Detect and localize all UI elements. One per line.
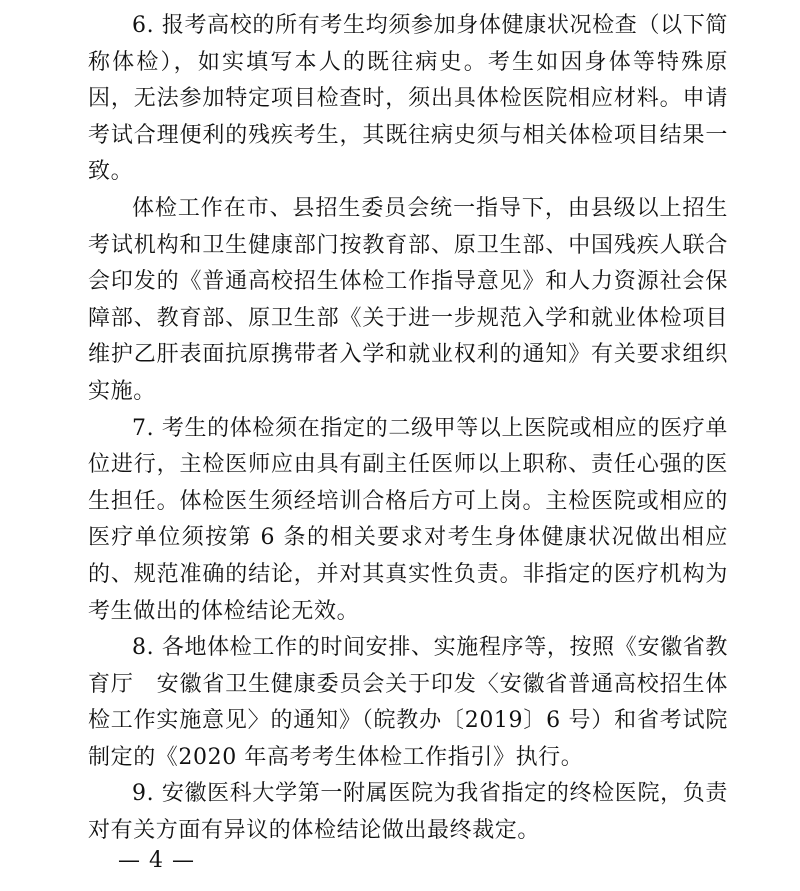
paragraph-item-6: 6. 报考高校的所有考生均须参加身体健康状况检查（以下简称体检），如实填写本人的既往病史。考生如因身体等特殊原因，无法参加特定项目检查时，须出具体检医院相应材料。申请考试合理便利的残疾考生，其既往病史须与相关体检项目结果一致。 — [88, 13, 728, 185]
page-number: — 4 — — [118, 848, 195, 873]
document-body — [88, 8, 728, 850]
paragraph-item-7: 7. 考生的体检须在指定的二级甲等以上医院或相应的医疗单位进行，主检医师应由具有副主任医师以上职称、责任心强的医生担任。体检医生须经培训合格后方可上岗。主检医院或相应的医疗单位须按第 6 条的相关要求对考生身体健康状况做出相应的、规范准确的结论，并对其真实性负责。非指定的医疗机构为考生做出的体检结论无效。 — [88, 415, 728, 624]
paragraph-item-9: 9. 安徽医科大学第一附属医院为我省指定的终检医院，负责对有关方面有异议的体检结论做出最终裁定。 — [88, 781, 728, 844]
paragraph-physical-exam-organization: 体检工作在市、县招生委员会统一指导下，由县级以上招生考试机构和卫生健康部门按教育部、原卫生部、中国残疾人联合会印发的《普通高校招生体检工作指导意见》和人力资源社会保障部、教育部、原卫生部《关于进一步规范入学和就业体检项目维护乙肝表面抗原携带者入学和就业权利的通知》有关要求组织实施。 — [88, 195, 728, 404]
paragraph-item-8: 8. 各地体检工作的时间安排、实施程序等，按照《安徽省教育厅 安徽省卫生健康委员会关于印发〈安徽省普通高校招生体检工作实施意见〉的通知》（皖教办〔2019〕6 号）和省考试院制定的《2020 年高考考生体检工作指引》执行。 — [88, 635, 728, 770]
